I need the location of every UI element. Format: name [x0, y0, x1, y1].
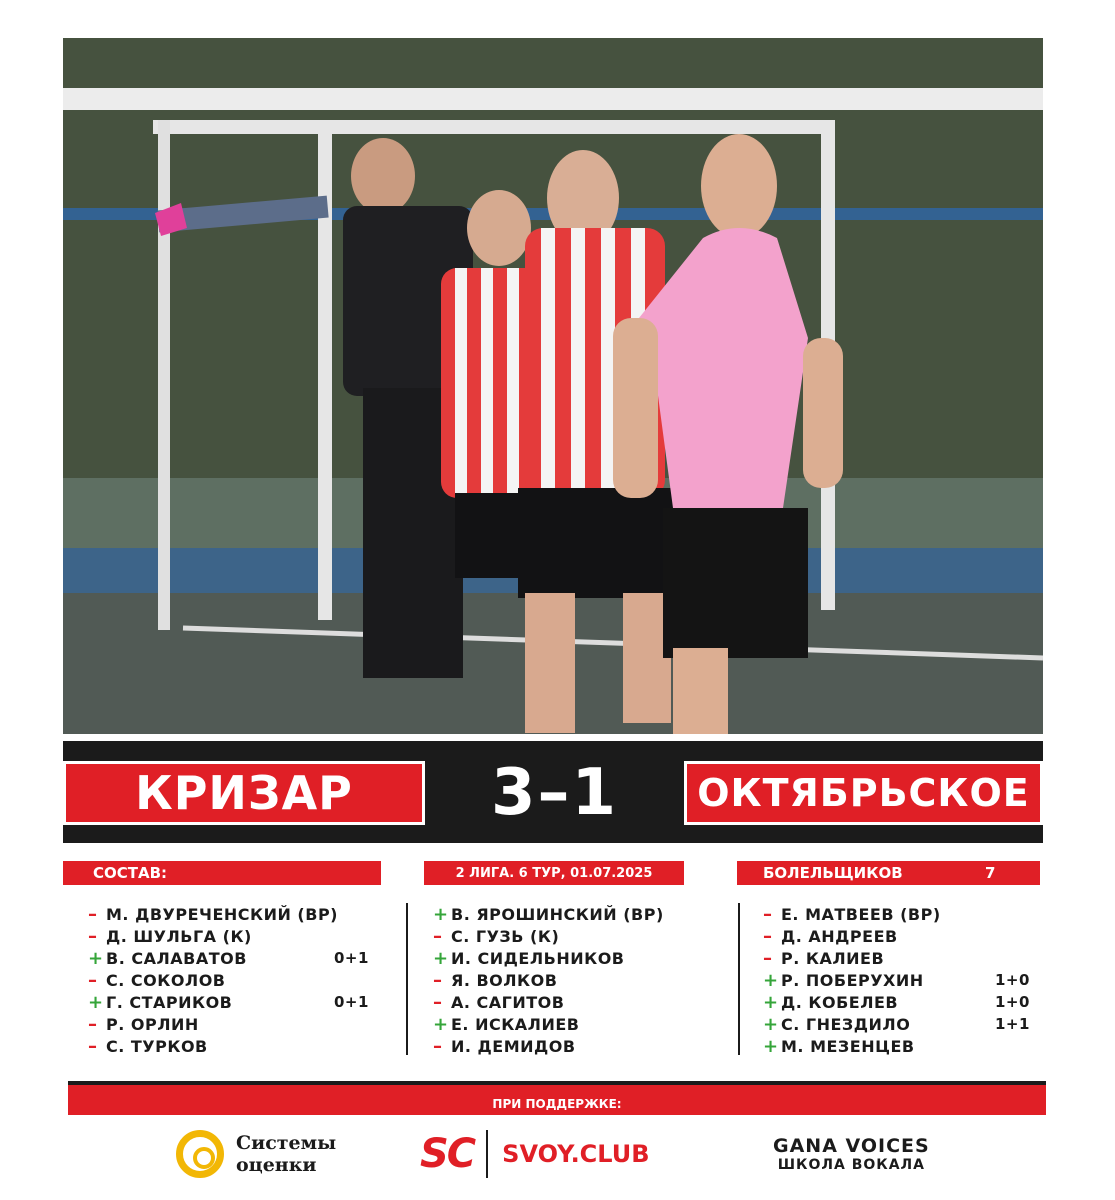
player-name: Д. КОБЕЛЕВ [781, 992, 899, 1012]
player-name: Р. КАЛИЕВ [781, 948, 885, 968]
roster-divider [738, 903, 740, 1055]
plus-icon: + [763, 991, 779, 1013]
player-name: Е. ИСКАЛИЕВ [451, 1014, 580, 1034]
minus-icon: – [88, 969, 98, 991]
sponsor-header [68, 1085, 1046, 1115]
player-name: Р. ОРЛИН [106, 1014, 199, 1034]
minus-icon: – [763, 925, 773, 947]
roster-row [763, 947, 1043, 969]
match-score: 3–1 [490, 756, 619, 830]
roster-row [763, 903, 1043, 925]
roster-row [763, 1035, 1043, 1057]
sponsor-label: ПРИ ПОДДЕРЖКЕ: [492, 1097, 622, 1111]
player-name: С. ГУЗЬ (К) [451, 926, 560, 946]
sponsor1-line2: оценки [236, 1154, 317, 1176]
away-team-name: ОКТЯБРЬСКОЕ [684, 761, 1043, 825]
player-name: И. ДЕМИДОВ [451, 1036, 576, 1056]
minus-icon: – [433, 925, 443, 947]
minus-icon: – [88, 903, 98, 925]
roster-row [88, 947, 378, 969]
minus-icon: – [763, 903, 773, 925]
player-name: Д. ШУЛЬГА (К) [106, 926, 252, 946]
player-name: Я. ВОЛКОВ [451, 970, 558, 990]
player-name: М. ДВУРЕЧЕНСКИЙ (ВР) [106, 904, 338, 924]
home-roster-list-2 [433, 903, 723, 1057]
player-name: С. ГНЕЗДИЛО [781, 1014, 911, 1034]
plus-icon: + [88, 991, 104, 1013]
minus-icon: – [433, 1035, 443, 1057]
minus-icon: – [433, 991, 443, 1013]
roster-divider [406, 903, 408, 1055]
sponsor-sistemy-ocenki [176, 1124, 336, 1184]
sponsor2-name: SVOY.CLUB [502, 1140, 650, 1168]
minus-icon: – [433, 969, 443, 991]
roster-row [433, 1013, 723, 1035]
player-name: М. МЕЗЕНЦЕВ [781, 1036, 915, 1056]
roster-row [763, 969, 1043, 991]
plus-icon: + [433, 947, 449, 969]
home-team-name: КРИЗАР [63, 761, 425, 825]
score-bar [63, 741, 1043, 843]
sponsor3-line1: GANA VOICES [773, 1135, 930, 1157]
svoy-club-logo-icon: SC [420, 1131, 475, 1177]
roster-row [88, 991, 378, 1013]
plus-icon: + [433, 1013, 449, 1035]
player-stat: 1+0 [995, 993, 1030, 1011]
player-stat: 0+1 [334, 993, 369, 1011]
roster-row [433, 903, 723, 925]
sponsor3-line2: ШКОЛА ВОКАЛА [777, 1157, 926, 1173]
player-name: Г. СТАРИКОВ [106, 992, 233, 1012]
roster-row [763, 1013, 1043, 1035]
player-name: Д. АНДРЕЕВ [781, 926, 898, 946]
roster-row [88, 925, 378, 947]
player-name: В. САЛАВАТОВ [106, 948, 247, 968]
player-stat: 1+1 [995, 1015, 1030, 1033]
lineup-label: СОСТАВ: [93, 864, 168, 882]
player-stat: 0+1 [334, 949, 369, 967]
round-label: 2 ЛИГА. 6 ТУР, 01.07.2025 [455, 865, 653, 881]
minus-icon: – [88, 1013, 98, 1035]
plus-icon: + [88, 947, 104, 969]
roster-row [88, 903, 378, 925]
roster-row [763, 991, 1043, 1013]
roster-row [433, 925, 723, 947]
minus-icon: – [88, 1035, 98, 1057]
lineup-header [63, 861, 381, 885]
sponsor-separator [486, 1130, 488, 1178]
roster-row [88, 1035, 378, 1057]
sponsor1-line1: Системы [236, 1132, 337, 1154]
plus-icon: + [763, 1013, 779, 1035]
fans-header [737, 861, 1040, 885]
sponsor-svoy-club [420, 1124, 650, 1184]
roster-row [433, 991, 723, 1013]
player-stat: 1+0 [995, 971, 1030, 989]
home-roster-list [88, 903, 378, 1057]
player-name: Е. МАТВЕЕВ (ВР) [781, 904, 941, 924]
sponsor-gana-voices [773, 1124, 930, 1184]
away-roster-list [763, 903, 1043, 1057]
fans-label: БОЛЕЛЬЩИКОВ [763, 864, 903, 882]
roster-row [433, 969, 723, 991]
plus-icon: + [433, 903, 449, 925]
fans-count: 7 [985, 864, 996, 882]
match-photo [63, 38, 1043, 734]
roster-row [433, 1035, 723, 1057]
round-header [424, 861, 684, 885]
player-name: В. ЯРОШИНСКИЙ (ВР) [451, 904, 664, 924]
player-name: А. САГИТОВ [451, 992, 565, 1012]
roster-row [88, 969, 378, 991]
minus-icon: – [763, 947, 773, 969]
minus-icon: – [88, 925, 98, 947]
photo-scene [63, 38, 1043, 734]
roster-row [763, 925, 1043, 947]
roster-row [88, 1013, 378, 1035]
roster-row [433, 947, 723, 969]
sistemy-ocenki-logo-icon [176, 1130, 224, 1178]
plus-icon: + [763, 1035, 779, 1057]
player-name: С. ТУРКОВ [106, 1036, 208, 1056]
player-name: Р. ПОБЕРУХИН [781, 970, 924, 990]
player-name: И. СИДЕЛЬНИКОВ [451, 948, 625, 968]
plus-icon: + [763, 969, 779, 991]
player-name: С. СОКОЛОВ [106, 970, 226, 990]
